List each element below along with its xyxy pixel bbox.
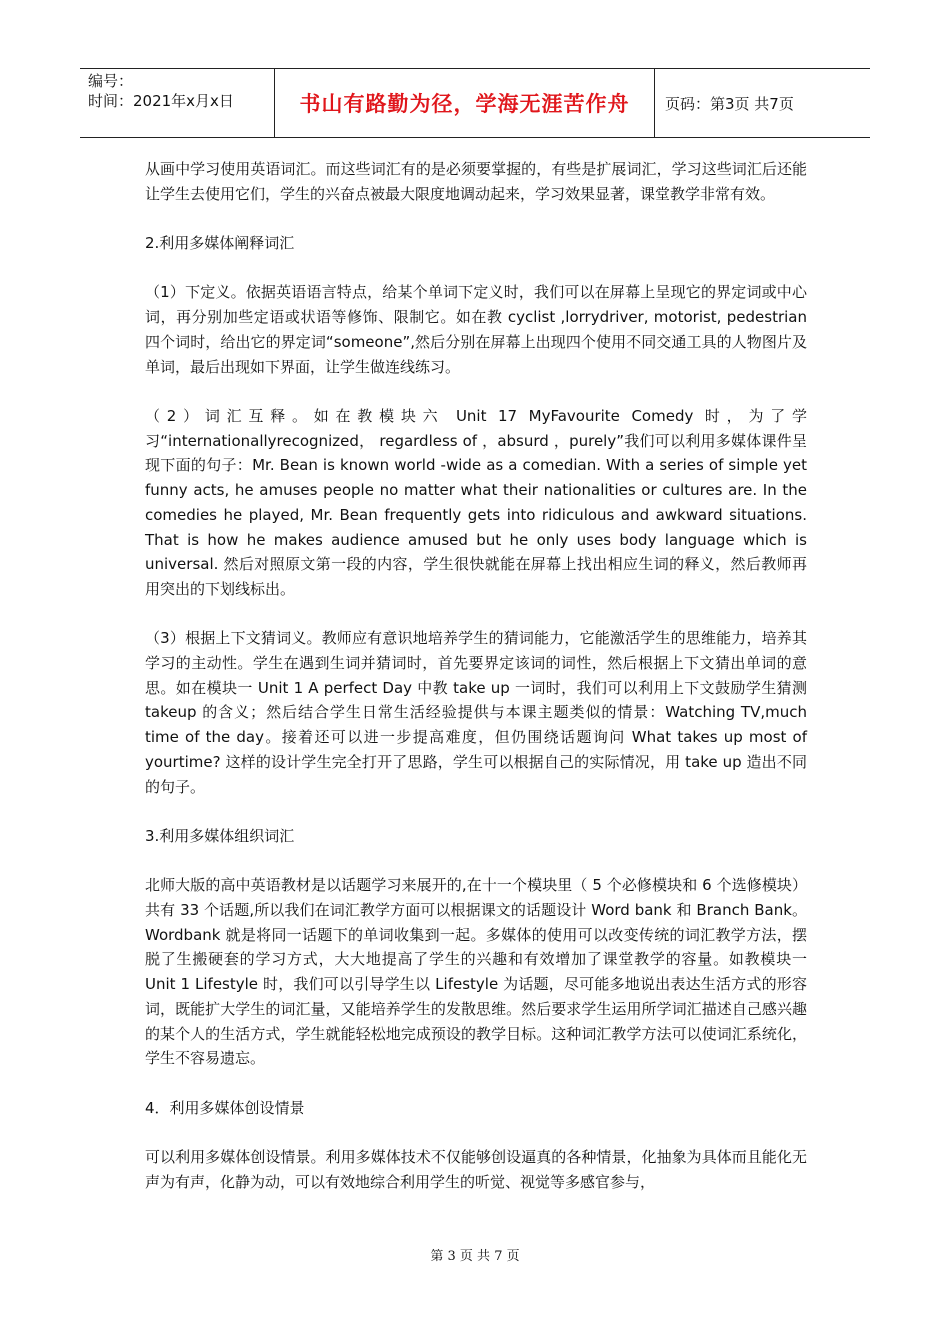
- document-date: 时间：2021年x月x日: [88, 92, 234, 110]
- paragraph-context-guessing: （3）根据上下文猜词义。教师应有意识地培养学生的猜词能力，它能激活学生的思维能力，培养其学习的主动性。学生在遇到生词并猜词时，首先要界定该词的词性，然后根据上下文猜出单词的意思。如在模块一 Unit 1 A perfect Day 中教 take up 一词时，我们可以利用上下文鼓励学生猜测 takeup 的含义；然后结合学生日常生活经验提供与本课主题类似的情景：Watching TV,much time of the day。接着还可以进一步提高难度，但仍围绕话题询问 What takes up most of yourtime? 这样的设计学生完全打开了思路，学生可以根据自己的实际情况，用 take up 造出不同的句子。: [145, 629, 807, 796]
- page-header: [80, 68, 870, 138]
- page-footer: 第 3 页 共 7 页: [430, 1249, 520, 1264]
- paragraph-definition: （1）下定义。依据英语语言特点，给某个单词下定义时，我们可以在屏幕上呈现它的界定词或中心词，再分别加些定语或状语等修饰、限制它。如在教 cyclist ,lorrydriver, motorist, pedestrian 四个词时，给出它的界定词“someone”,然后分别在屏幕上出现四个使用不同交通工具的人物图片及单词，最后出现如下界面，让学生做连线练习。: [145, 283, 807, 376]
- section-heading-3: 3.利用多媒体组织词汇: [145, 826, 295, 845]
- header-motto: 书山有路勤为径，学海无涯苦作舟: [275, 69, 655, 137]
- paragraph-mutual-explanation: （2）词汇互释。如在教模块六 Unit 17 MyFavourite Comedy 时，为了学习“internationallyrecognized， regardless of ，absurd ，purely”我们可以利用多媒体课件呈现下面的句子：Mr. Bean is known world -wide as a comedian. With a series of simple yet funny acts, he amuses people no matter what their nationalities or cultures are. In the comedies he played, Mr. Bean frequently gets into ridiculous and awkward situations. That is how he makes audience amused but he only uses body language which is universal. 然后对照原文第一段的内容，学生很快就能在屏幕上找出相应生词的释义，然后教师再用突出的下划线标出。: [145, 406, 807, 598]
- paragraph-create-scenes: 可以利用多媒体创设情景。利用多媒体技术不仅能够创设逼真的各种情景，化抽象为具体而且能化无声为有声，化静为动，可以有效地综合利用学生的听觉、视觉等多感官参与，: [145, 1148, 807, 1191]
- paragraph-intro: 从画中学习使用英语词汇。而这些词汇有的是必须要掌握的，有些是扩展词汇，学习这些词汇后还能让学生去使用它们，学生的兴奋点被最大限度地调动起来，学习效果显著，课堂教学非常有效。: [145, 160, 807, 203]
- section-heading-2: 2.利用多媒体阐释词汇: [145, 234, 295, 253]
- document-body: [145, 157, 807, 1194]
- section-heading-4: 4．利用多媒体创设情景: [145, 1098, 305, 1117]
- header-page-info: 页码：第3页 共7页: [665, 94, 794, 113]
- document-number-label: 编号：: [88, 72, 134, 90]
- paragraph-organize-vocabulary: 北师大版的高中英语教材是以话题学习来展开的,在十一个模块里（ 5 个必修模块和 6 个选修模块）共有 33 个话题,所以我们在词汇教学方面可以根据课文的话题设计 Word bank 和 Branch Bank。Wordbank 就是将同一话题下的单词收集到一起。多媒体的使用可以改变传统的词汇教学方法，摆脱了生搬硬套的学习方式，大大地提高了学生的兴趣和有效增加了课堂教学的容量。如教模块一 Unit 1 Lifestyle 时，我们可以引导学生以 Lifestyle 为话题，尽可能多地说出表达生活方式的形容词，既能扩大学生的词汇量，又能培养学生的发散思维。然后要求学生运用所学词汇描述自己感兴趣的某个人的生活方式，学生就能轻松地完成预设的教学目标。这种词汇教学方法可以使词汇系统化，学生不容易遗忘。: [145, 876, 807, 1068]
- header-meta: [80, 69, 275, 137]
